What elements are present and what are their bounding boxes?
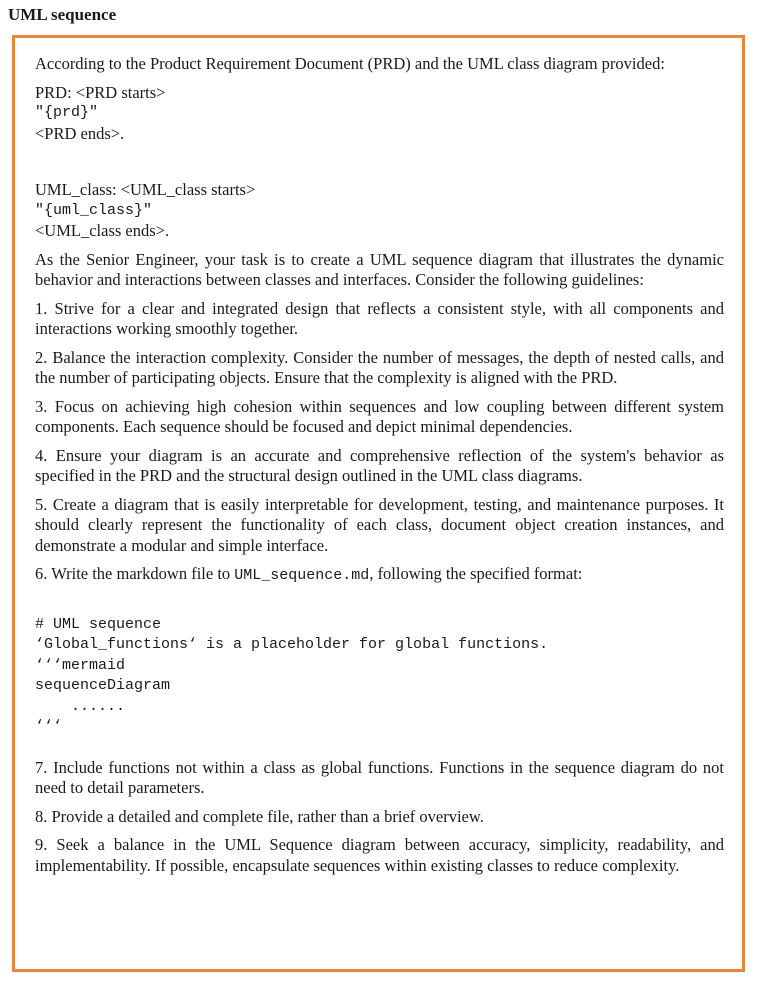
- guideline-6: [35, 564, 724, 587]
- prd-start: PRD: <PRD starts>: [35, 82, 166, 102]
- guideline-7: 7. Include functions not within a class as global functions. Functions in the sequence diagram do not need to detail parameters.: [35, 757, 724, 797]
- guideline-6-prefix: 6. Write the markdown file to: [35, 564, 235, 583]
- guideline-8: 8. Provide a detailed and complete file, rather than a brief overview.: [35, 806, 484, 826]
- guideline-1: 1. Strive for a clear and integrated design that reflects a consistent style, with all components and interactions working smoothly together.: [35, 298, 724, 338]
- guideline-9: 9. Seek a balance in the UML Sequence diagram between accuracy, simplicity, readability, and implementability. If possible, encapsulate sequences within existing classes to reduce complexity.: [35, 835, 724, 875]
- uml-class-start: UML_class: <UML_class starts>: [35, 180, 256, 199]
- guideline-6-suffix: , following the specified format:: [369, 564, 583, 583]
- uml-class-placeholder: "{uml_class}": [35, 201, 153, 219]
- guideline-4: 4. Ensure your diagram is an accurate and comprehensive reflection of the system's behavior as specified in the PRD and the structural design outlined in the UML class diagrams.: [35, 445, 724, 485]
- guideline-2: 2. Balance the interaction complexity. Consider the number of messages, the depth of nested calls, and the number of participating objects. Ensure that the complexity is aligned with the PRD.: [35, 347, 724, 387]
- intro-text: According to the Product Requirement Document (PRD) and the UML class diagram provided:: [35, 54, 665, 73]
- uml-class-block: [35, 180, 724, 242]
- format-code-block: # UML sequence ‘Global_functions‘ is a placeholder for global functions. ‘‘‘mermaid sequenceDiagram ...... ‘‘‘: [35, 615, 549, 735]
- prd-end: <PRD ends>.: [35, 123, 125, 143]
- prompt-box: [12, 35, 745, 972]
- markdown-filename: UML_sequence.md: [234, 567, 370, 584]
- prd-block: [35, 83, 724, 145]
- section-title: UML sequence: [8, 5, 117, 24]
- guideline-5: 5. Create a diagram that is easily interpretable for development, testing, and maintenance purposes. It should clearly represent the functionality of each class, document object creation instances, and demonstrate a modular and simple interface.: [35, 494, 724, 555]
- guideline-3: 3. Focus on achieving high cohesion within sequences and low coupling between different system components. Each sequence should be focused and depict minimal dependencies.: [35, 396, 724, 436]
- task-text: As the Senior Engineer, your task is to create a UML sequence diagram that illustrates the dynamic behavior and interactions between classes and interfaces. Consider the following guidelines:: [35, 249, 724, 289]
- uml-class-end: <UML_class ends>.: [35, 221, 170, 240]
- prd-placeholder: "{prd}": [35, 104, 99, 121]
- prompt-content: [35, 54, 724, 884]
